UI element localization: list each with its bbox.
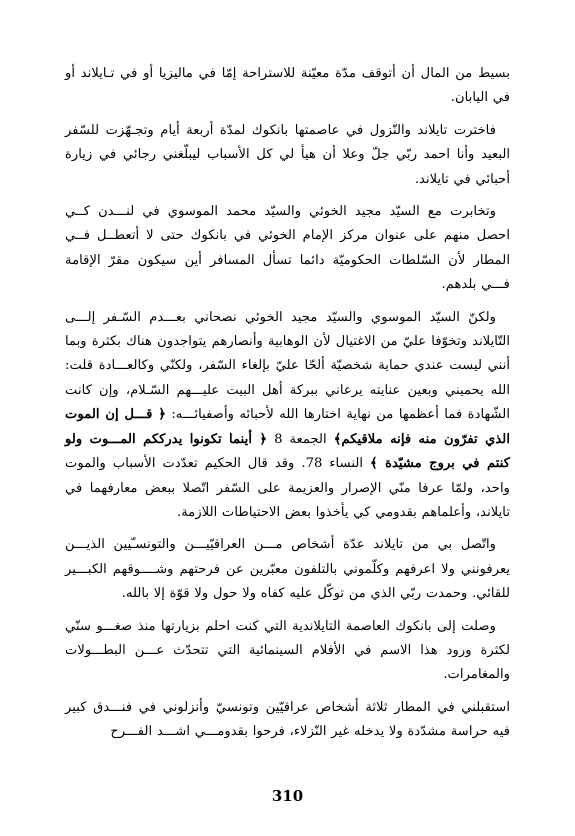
paragraph-5-text: واتّصل بي من تايلاند عدّة أشخاص مـــن العراقيّيـــن والتونسـّيين الذيـــن يعرفونني ولا اعرفهم وكلّموني بالتلفون معبّرين عن فرحتهم وشــــوقهم الكبـــير للقائي. وحمدت ربّي الذي من توكّل عليه كفاه ولا حول ولا قوّة إلا بالله. — [65, 537, 510, 602]
paragraph-4-text-c: النساء 78. وقد قال الحكيم تعدّدت الأسباب والموت واحد، ولمّا عرفا منّي الإصرار والعزيمة على السّفر اتّصلا ببعض معارفهما في تايلاند، وأعلماهم بقدومي كي يأخذوا بعض الاحتياطات اللازمة. — [65, 456, 510, 520]
paragraph-4-text-b: الجمعة 8 — [267, 431, 334, 447]
paragraph-4-text-a: ولكنّ السيّد الموسوي والسيّد مجيد الخوئي نصحاني بعـــدم السّـفر إلـــى التّايلاند وتخوّفا عليّ من الاغتيال لأن الوهابية وأنصارهم يتواجدون هناك بكثرة وبما أنني ليست عندي حماية شخصيّة ألحّا عليّ بإلغاء السّفر، ولكنّي وكالعـــادة قلت: الله يحميني وبعين عنايته يرعاني ببركة أهل البيت عليـــهم السّـلام، وإن كانت الشّهادة فما أعظمها من نهاية اختارها الله لأحبائه وأصفيائـــه: — [65, 309, 510, 423]
paragraph-6-text: وصلت إلى بانكوك العاصمة التايلاندية التي كنت احلم بزيارتها منذ صغـــو سنّي لكثرة ورود هذا الاسم في الأفلام السينمائية التي تتحدّث عـــن البطـــولات والمغامرات. — [65, 618, 510, 683]
page-body — [65, 62, 510, 753]
paragraph-1 — [65, 62, 510, 111]
paragraph-2 — [65, 119, 510, 192]
paragraph-4 — [65, 306, 510, 526]
paragraph-3-text: وتخابرت مع السيّد مجيد الخوئي والسيّد محمد الموسوي في لنـــدن كــي احصل منهم على عنوان مركز الإمام الخوئي في بانكوك حتى لا أتعطــل فــي المطار لأن السّلطات الحكوميّة دائما تسأل المسافر أين سيكون مقرّ الإقامة فـــي بلدهم. — [65, 204, 510, 293]
quran-verse-nisa: ﴿ أينما تكونوا يدرككم المـــوت ولو كنتم في بروج مشيّدة ﴾ — [65, 431, 510, 472]
quran-verse-jumuah: ﴿ قـــل إن الموت الذي تفرّون منه فإنه ملاقيكم﴾ — [65, 407, 510, 447]
paragraph-7-text: استقبلني في المطار ثلاثة أشخاص عراقيّين وتونسيّ وأنزلوني في فنـــدق كبير فيه حراسة مشدّدة ولا يدخله غير النّزلاء، فرحوا بقدومـــي اشـــد الفـــرح — [65, 699, 510, 740]
page-number: 310 — [271, 787, 304, 805]
paragraph-5 — [65, 533, 510, 606]
paragraph-3 — [65, 200, 510, 298]
paragraph-1-text: بسيط من المال أن أتوقف مدّة معيّنة للاستراحة إمّا في ماليزيا أو في تـايلاند أو في اليابان. — [65, 66, 510, 106]
paragraph-7 — [65, 696, 510, 745]
paragraph-6 — [65, 615, 510, 688]
paragraph-2-text: فاخترت تايلاند والنّزول في عاصمتها بانكوك لمدّة أربعة أيام وتجـهّزت للسّفر البعيد وأنا احمد ربّي جلّ وعلا أن هيأ لي كل الأسباب ليبلّغني رجائي في زيارة أحبائي في تايلاند. — [65, 122, 510, 187]
